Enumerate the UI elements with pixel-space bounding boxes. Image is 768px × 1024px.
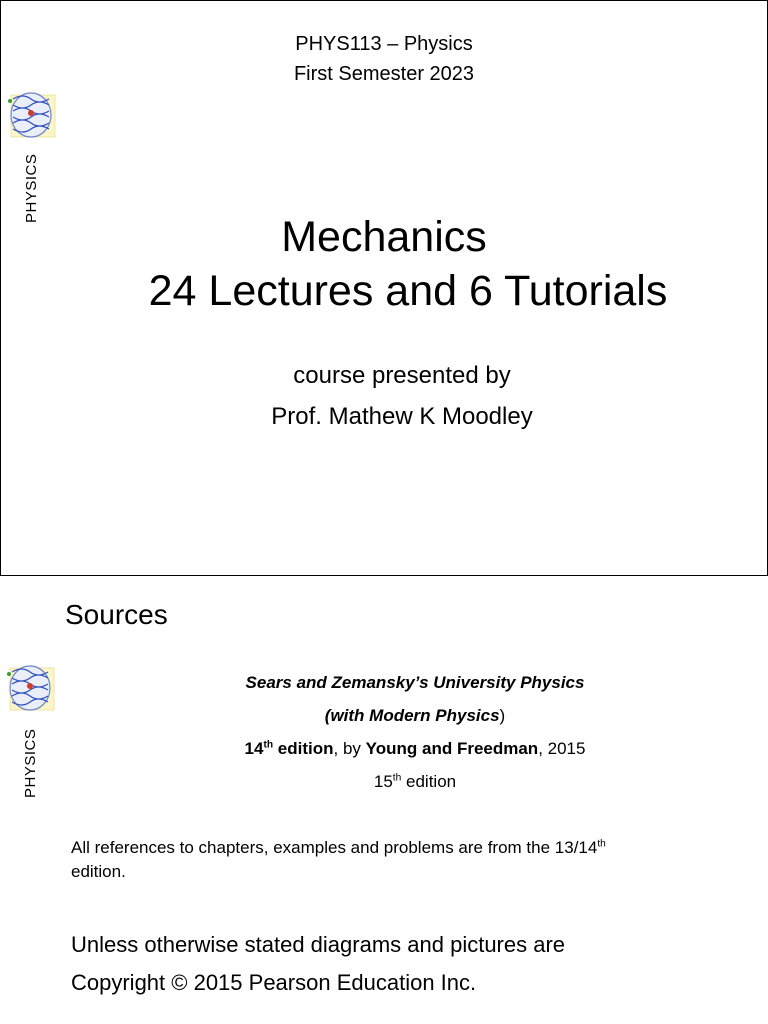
- course-header: [1, 29, 767, 89]
- references-note: All references to chapters, examples and problems are from the 13/14th edition.: [71, 838, 606, 881]
- copyright-note: Unless otherwise stated diagrams and pictures are Copyright © 2015 Pearson Education Inc.: [71, 932, 566, 995]
- slide-title: Mechanics: [281, 213, 487, 261]
- sources-heading: Sources: [65, 599, 168, 630]
- book-reference: [72, 666, 758, 798]
- presented-by: course presented by: [293, 362, 511, 389]
- edition-line: 14th edition, by Young and Freedman, 2015: [244, 739, 586, 758]
- book-title-line1: Sears and Zemansky’s University Physics: [245, 673, 585, 692]
- slide-subtitle: 24 Lectures and 6 Tutorials: [148, 267, 668, 315]
- physics-logo-icon: [4, 662, 56, 714]
- course-code: PHYS113 – Physics: [295, 33, 473, 55]
- semester: First Semester 2023: [293, 63, 475, 85]
- physics-side-label: PHYSICS: [22, 728, 39, 798]
- edition2-line: 15th edition: [373, 772, 457, 791]
- physics-logo-icon: [5, 89, 57, 141]
- physics-side-label: PHYSICS: [23, 153, 40, 223]
- book-title-line2: (with Modern Physics): [324, 706, 506, 725]
- sources-slide: [0, 590, 768, 1024]
- presenter-name: Prof. Mathew K Moodley: [271, 403, 533, 430]
